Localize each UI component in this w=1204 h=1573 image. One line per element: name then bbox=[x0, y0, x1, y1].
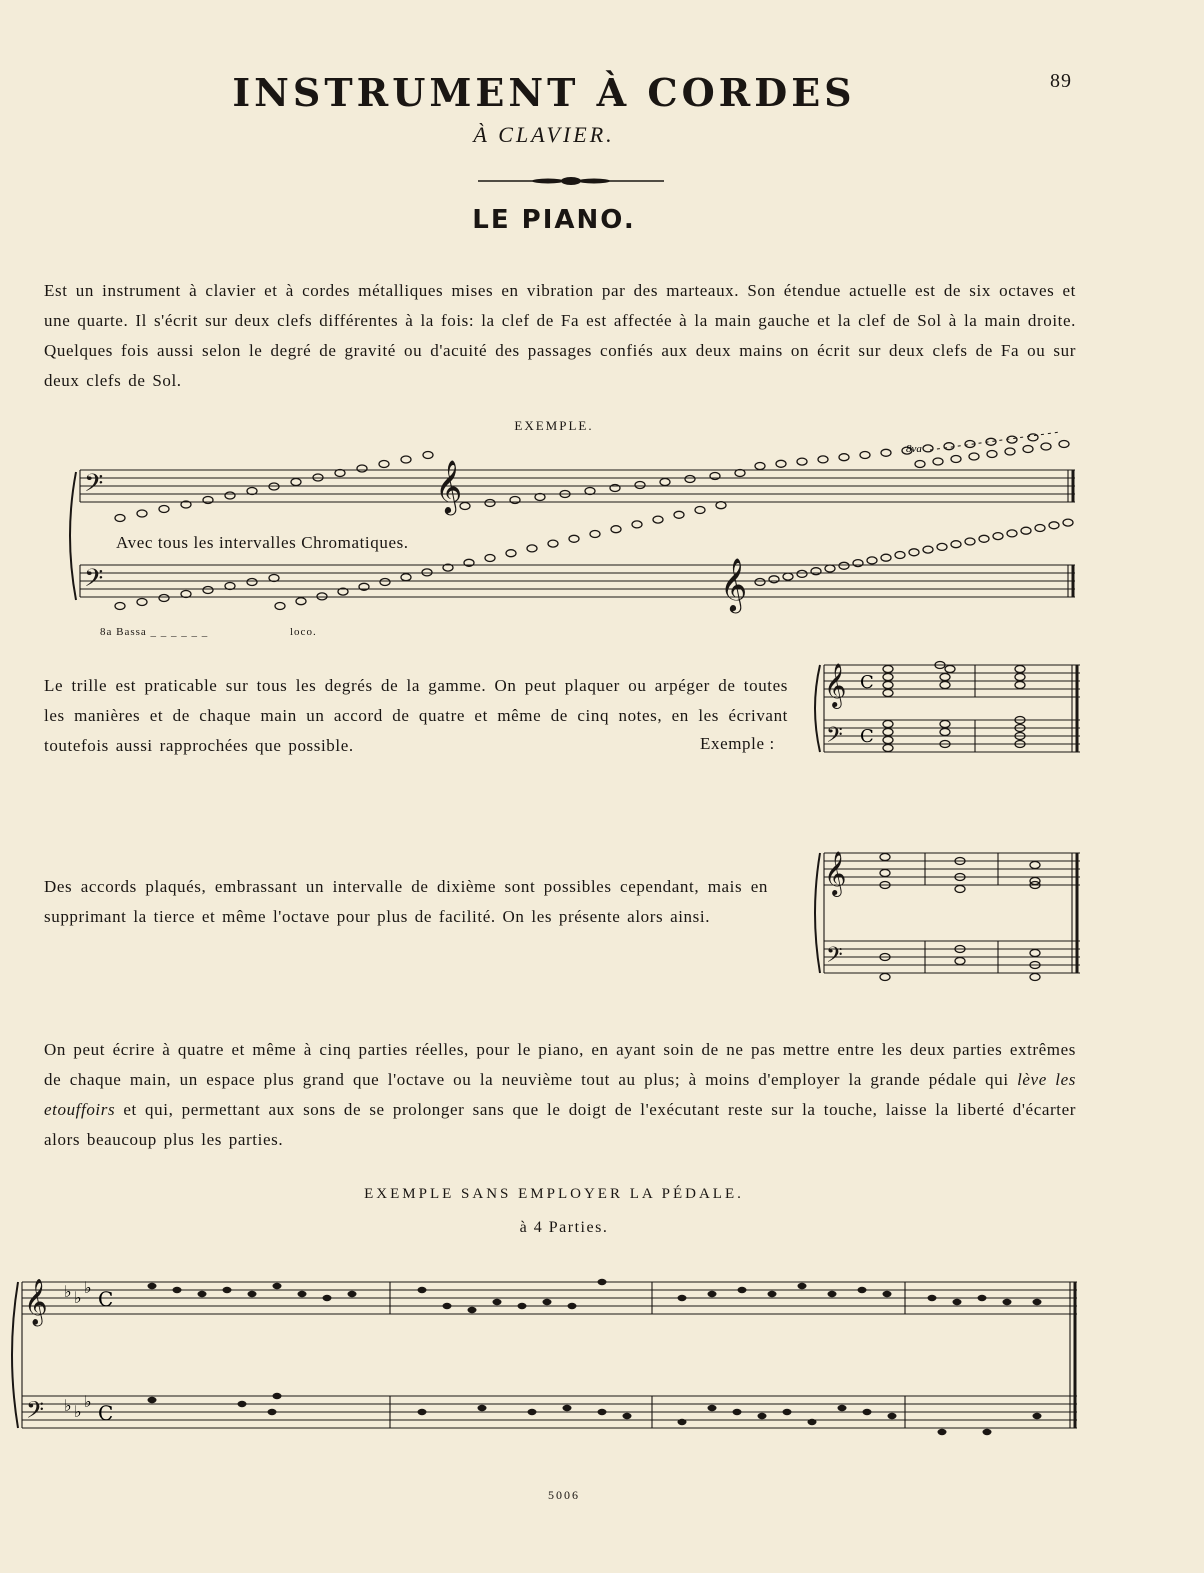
four-part-note-head bbox=[708, 1291, 717, 1297]
range-note-head bbox=[685, 476, 695, 483]
range-note-head bbox=[1005, 448, 1015, 455]
range-note-head bbox=[909, 549, 919, 556]
ornament-divider bbox=[478, 172, 664, 190]
range-note-head bbox=[115, 515, 125, 522]
four-part-note-head bbox=[323, 1295, 332, 1301]
four-part-note-head bbox=[838, 1405, 847, 1411]
four-part-note-head bbox=[518, 1303, 527, 1309]
svg-text:C: C bbox=[860, 672, 874, 693]
range-note-head bbox=[818, 456, 828, 463]
loco-mark: loco. bbox=[290, 626, 317, 638]
four-part-note-head bbox=[173, 1287, 182, 1293]
four-part-note-head bbox=[273, 1393, 282, 1399]
svg-text:𝄞: 𝄞 bbox=[24, 1279, 48, 1325]
range-note-head bbox=[1041, 443, 1051, 450]
four-part-note-head bbox=[478, 1405, 487, 1411]
chromatic-caption: Avec tous les intervalles Chromatiques. bbox=[116, 533, 409, 552]
paragraph-intro: Est un instrument à clavier et à cordes métalliques mises en vibration par des marteaux. Son étendue actuelle est de six octaves et une quarte. Il s'écrit sur deux clefs différentes à la fois: la clef de Fa est affectée à la main gauche et la clef de Sol à la main droite. Quelques fois aussi selon le degré de gravité ou d'acuité des passages confiés aux deux mains on écrit sur deux clefs de Fa ou sur deux clefs de Sol. bbox=[44, 281, 1076, 390]
range-note-head bbox=[380, 579, 390, 586]
four-part-note-head bbox=[983, 1429, 992, 1435]
svg-text:𝄞: 𝄞 bbox=[720, 557, 748, 611]
range-note-head bbox=[797, 458, 807, 465]
svg-text:♭: ♭ bbox=[84, 1392, 92, 1411]
four-part-note-head bbox=[623, 1413, 632, 1419]
four-part-note-head bbox=[493, 1299, 502, 1305]
four-part-note-head bbox=[953, 1299, 962, 1305]
four-part-note-head bbox=[808, 1419, 817, 1425]
four-part-note-head bbox=[298, 1291, 307, 1297]
range-note-head bbox=[811, 568, 821, 575]
four-part-note-head bbox=[568, 1303, 577, 1309]
range-note-head bbox=[569, 535, 579, 542]
four-part-note-head bbox=[783, 1409, 792, 1415]
four-part-note-head bbox=[148, 1283, 157, 1289]
range-note-head bbox=[769, 576, 779, 583]
section-title: LE PIANO. bbox=[472, 205, 636, 235]
four-part-note-head bbox=[888, 1413, 897, 1419]
four-part-note-head bbox=[598, 1409, 607, 1415]
range-note-head bbox=[860, 452, 870, 459]
paragraph-four-parts bbox=[44, 1035, 1076, 1155]
four-part-note-head bbox=[938, 1429, 947, 1435]
four-part-note-head bbox=[268, 1409, 277, 1415]
four-part-note-head bbox=[418, 1409, 427, 1415]
four-part-note-head bbox=[678, 1419, 687, 1425]
range-note-head bbox=[401, 574, 411, 581]
svg-text:𝄞: 𝄞 bbox=[435, 459, 463, 513]
paragraph-four-parts-b: et qui, permettant aux sons de se prolonger sans que le doigt de l'exécutant reste sur la touche, laisse la liberté d'écarter alors beaucoup plus les parties. bbox=[44, 1100, 1076, 1149]
svg-text:♭: ♭ bbox=[84, 1278, 92, 1297]
four-part-note-head bbox=[978, 1295, 987, 1301]
range-note-head bbox=[923, 445, 933, 452]
page-title: INSTRUMENT À CORDES bbox=[232, 70, 856, 115]
four-part-note-head bbox=[738, 1287, 747, 1293]
four-part-note-head bbox=[468, 1307, 477, 1313]
four-part-note-head bbox=[198, 1291, 207, 1297]
range-note-head bbox=[422, 569, 432, 576]
range-note-head bbox=[275, 603, 285, 610]
range-note-head bbox=[881, 554, 891, 561]
range-note-head bbox=[1059, 441, 1069, 448]
svg-text:𝄢: 𝄢 bbox=[84, 469, 104, 504]
paragraph-four-parts-em: lève les etouffoirs bbox=[44, 1070, 1076, 1119]
range-note-head bbox=[660, 479, 670, 486]
four-part-note-head bbox=[828, 1291, 837, 1297]
four-part-example-score bbox=[12, 1262, 1082, 1472]
svg-text:𝄢: 𝄢 bbox=[84, 564, 104, 599]
range-treble-staff bbox=[80, 470, 1075, 502]
four-part-note-head bbox=[223, 1287, 232, 1293]
range-note-head bbox=[485, 555, 495, 562]
range-note-head bbox=[979, 535, 989, 542]
four-part-note-head bbox=[858, 1287, 867, 1293]
range-note-head bbox=[1023, 446, 1033, 453]
range-note-head bbox=[1063, 519, 1073, 526]
four-part-note-head bbox=[238, 1401, 247, 1407]
range-note-head bbox=[674, 511, 684, 518]
range-note-head bbox=[423, 452, 433, 459]
range-note-head bbox=[159, 595, 169, 602]
four-part-note-head bbox=[1003, 1299, 1012, 1305]
range-note-head bbox=[881, 449, 891, 456]
range-note-head bbox=[783, 573, 793, 580]
range-note-head bbox=[839, 562, 849, 569]
range-note-head bbox=[951, 541, 961, 548]
range-note-head bbox=[317, 593, 327, 600]
range-note-head bbox=[933, 458, 943, 465]
range-note-head bbox=[203, 587, 213, 594]
range-note-head bbox=[137, 599, 147, 606]
range-note-head bbox=[776, 460, 786, 467]
four-part-note-head bbox=[418, 1287, 427, 1293]
range-note-head bbox=[825, 565, 835, 572]
four-part-note-head bbox=[148, 1397, 157, 1403]
range-note-head bbox=[895, 552, 905, 559]
four-part-note-head bbox=[928, 1295, 937, 1301]
range-note-head bbox=[944, 443, 954, 450]
four-part-note-head bbox=[733, 1409, 742, 1415]
range-note-head bbox=[379, 461, 389, 468]
range-note-head bbox=[1007, 530, 1017, 537]
page-subtitle: À CLAVIER. bbox=[473, 122, 615, 147]
svg-text:♭: ♭ bbox=[64, 1396, 72, 1415]
range-note-head bbox=[506, 550, 516, 557]
range-bass-staff bbox=[80, 565, 1075, 597]
range-note-head bbox=[247, 579, 257, 586]
range-note-head bbox=[695, 507, 705, 514]
four-part-note-head bbox=[883, 1291, 892, 1297]
range-note-head bbox=[485, 500, 495, 507]
four-part-note-head bbox=[348, 1291, 357, 1297]
four-part-note-head bbox=[248, 1291, 257, 1297]
four-part-note-head bbox=[563, 1405, 572, 1411]
page-number: 89 bbox=[1050, 70, 1072, 92]
range-note-head bbox=[915, 461, 925, 468]
range-note-head bbox=[867, 557, 877, 564]
svg-text:♭: ♭ bbox=[74, 1402, 82, 1421]
svg-text:𝄞: 𝄞 bbox=[824, 851, 847, 895]
range-note-head bbox=[225, 492, 235, 499]
range-note-head bbox=[969, 453, 979, 460]
range-note-head bbox=[923, 546, 933, 553]
range-note-head bbox=[716, 502, 726, 509]
range-note-head bbox=[965, 538, 975, 545]
four-part-note-head bbox=[798, 1283, 807, 1289]
range-note-head bbox=[527, 545, 537, 552]
range-note-head bbox=[632, 521, 642, 528]
range-note-head bbox=[357, 465, 367, 472]
range-note-head bbox=[296, 598, 306, 605]
range-note-head bbox=[951, 456, 961, 463]
range-note-head bbox=[755, 579, 765, 586]
four-part-note-head bbox=[528, 1409, 537, 1415]
example-inline-label: Exemple : bbox=[700, 734, 775, 753]
svg-text:𝄢: 𝄢 bbox=[26, 1396, 45, 1429]
svg-text:♭: ♭ bbox=[64, 1282, 72, 1301]
ottava-bassa-mark: 8a Bassa _ _ _ _ _ _ bbox=[100, 626, 209, 638]
four-part-note-head bbox=[273, 1283, 282, 1289]
range-note-head bbox=[159, 506, 169, 513]
range-note-head bbox=[590, 531, 600, 538]
four-part-note-head bbox=[598, 1279, 607, 1285]
example-caption: EXEMPLE. bbox=[514, 418, 594, 433]
range-note-head bbox=[839, 454, 849, 461]
range-note-head bbox=[115, 603, 125, 610]
range-note-head bbox=[993, 533, 1003, 540]
svg-text:𝄢: 𝄢 bbox=[826, 723, 843, 753]
range-note-head bbox=[401, 456, 411, 463]
four-part-note-head bbox=[708, 1405, 717, 1411]
svg-text:♭: ♭ bbox=[74, 1288, 82, 1307]
ottava-mark: 8va bbox=[906, 443, 922, 455]
range-note-head bbox=[1021, 527, 1031, 534]
range-note-head bbox=[1049, 522, 1059, 529]
range-note-head bbox=[291, 479, 301, 486]
range-note-head bbox=[797, 570, 807, 577]
four-part-note-head bbox=[1033, 1299, 1042, 1305]
range-note-head bbox=[548, 540, 558, 547]
svg-text:C: C bbox=[98, 1287, 114, 1311]
example-no-pedal-caption: EXEMPLE SANS EMPLOYER LA PÉDALE. bbox=[364, 1186, 744, 1202]
range-note-head bbox=[1035, 525, 1045, 532]
paragraph-trill: Le trille est praticable sur tous les degrés de la gamme. On peut plaquer ou arpéger de toutes les manières et de chaque main un accord de quatre et même de cinq notes, en les écrivant toutefois aussi rapprochées que possible. bbox=[44, 676, 788, 755]
svg-text:C: C bbox=[860, 726, 874, 747]
tenth-chord-score bbox=[810, 838, 1085, 988]
four-part-note-head bbox=[1033, 1413, 1042, 1419]
svg-text:C: C bbox=[98, 1401, 114, 1425]
four-part-note-head bbox=[543, 1299, 552, 1305]
paragraph-four-parts-a: On peut écrire à quatre et même à cinq parties réelles, pour le piano, en ayant soin de ne pas mettre entre les deux parties extrêmes de chaque main, un espace plus grand que l'octave ou la neuvième tout au plus; à moins d'employer la grande pédale qui bbox=[44, 1040, 1076, 1089]
four-part-note-head bbox=[758, 1413, 767, 1419]
four-parts-caption: à 4 Parties. bbox=[519, 1219, 609, 1236]
plate-number: 5006 bbox=[548, 1488, 580, 1502]
range-note-head bbox=[755, 463, 765, 470]
four-part-note-head bbox=[863, 1409, 872, 1415]
range-note-head bbox=[987, 451, 997, 458]
chord-example-score bbox=[810, 650, 1085, 760]
range-note-head bbox=[937, 543, 947, 550]
range-note-head bbox=[611, 526, 621, 533]
range-note-head bbox=[653, 516, 663, 523]
svg-text:𝄞: 𝄞 bbox=[824, 663, 847, 707]
range-note-head bbox=[635, 482, 645, 489]
four-part-note-head bbox=[443, 1303, 452, 1309]
range-note-head bbox=[137, 510, 147, 517]
paragraph-tenth-chords: Des accords plaqués, embrassant un intervalle de dixième sont possibles cependant, mais en supprimant la tierce et même l'octave pour plus de facilité. On les présente alors ainsi. bbox=[44, 877, 768, 926]
four-part-note-head bbox=[678, 1295, 687, 1301]
svg-text:𝄢: 𝄢 bbox=[826, 943, 843, 973]
four-part-note-head bbox=[768, 1291, 777, 1297]
